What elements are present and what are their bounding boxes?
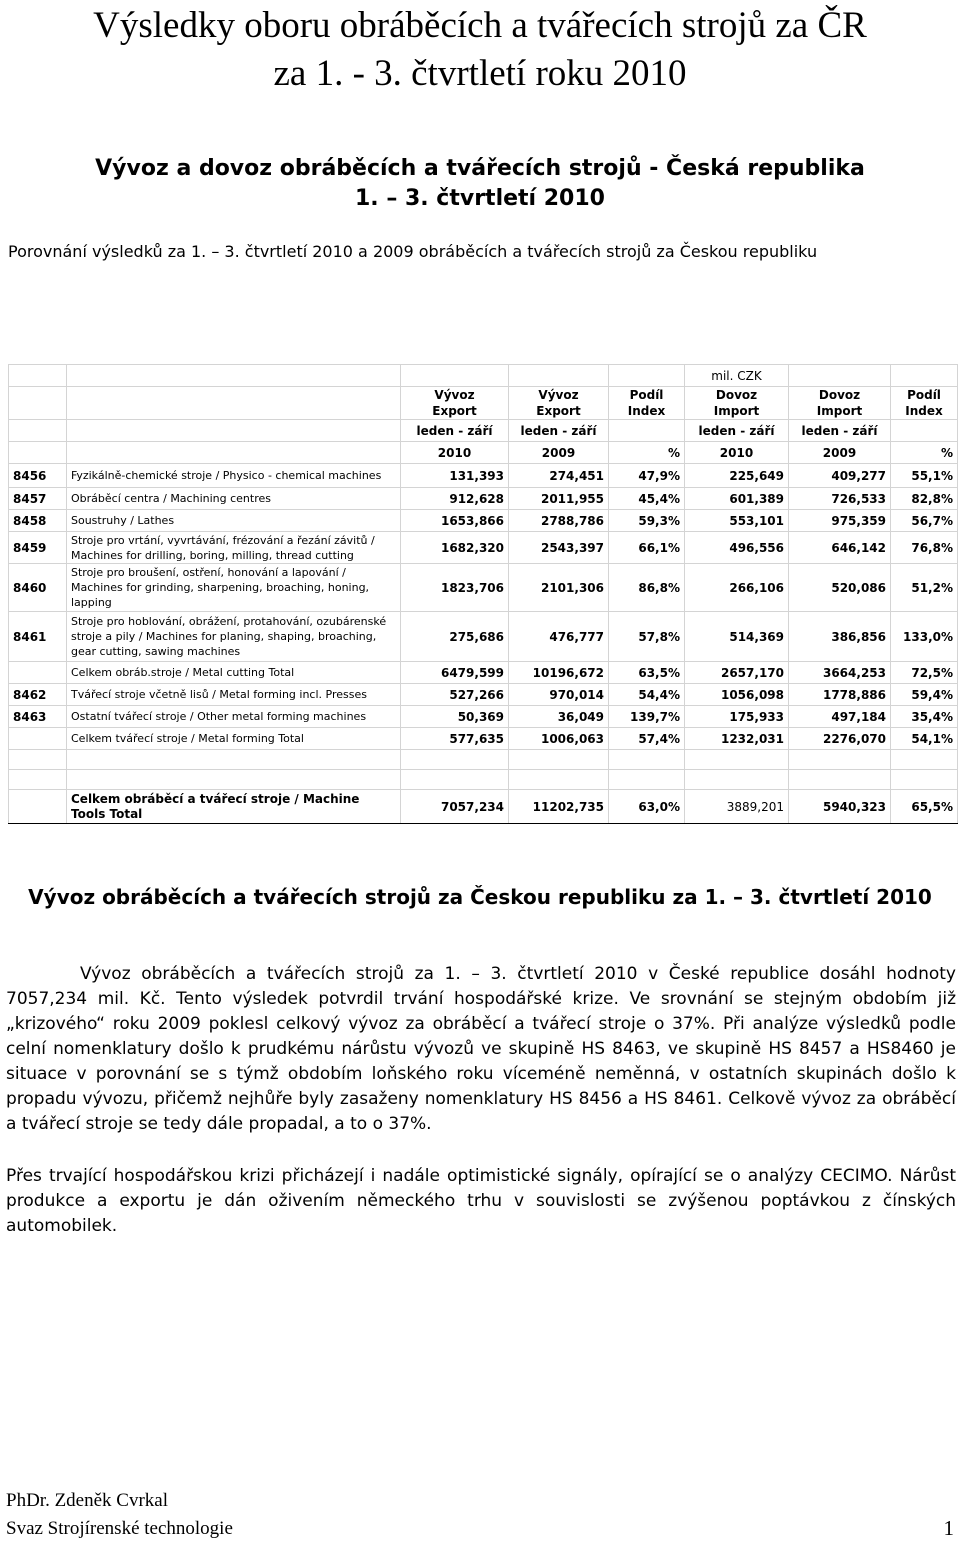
period-label [609,420,685,442]
year-label: % [891,442,958,464]
table-cell: 2011,955 [509,488,609,510]
table-row [9,612,958,662]
table-cell: 131,393 [401,464,509,488]
hs-code: 8456 [9,464,67,488]
hs-code: 8461 [9,612,67,662]
table-cell: 82,8% [891,488,958,510]
table-cell: 35,4% [891,706,958,728]
footer-author: PhDr. Zdeněk Cvrkal [6,1490,169,1511]
table-cell: 57,4% [609,728,685,750]
table-cell: 56,7% [891,510,958,532]
table-cell: 65,5% [891,790,958,824]
table-cell: 10196,672 [509,662,609,684]
header-year-row [9,442,958,464]
table-cell: 409,277 [789,464,891,488]
table-cell: 1682,320 [401,532,509,564]
col-header-import-2009: Dovoz Import [789,387,891,420]
row-description: Celkem obráb.stroje / Metal cutting Total [67,662,401,684]
table-row [9,532,958,564]
table-cell: 266,106 [685,564,789,612]
hs-code: 8457 [9,488,67,510]
row-description: Ostatní tvářecí stroje / Other metal forming machines [67,706,401,728]
table-cell: 601,389 [685,488,789,510]
table-cell: 274,451 [509,464,609,488]
period-label: leden - září [401,420,509,442]
table-row [9,728,958,750]
col-header-export-2010: Vývoz Export [401,387,509,420]
grand-total-label: Celkem obráběcí a tvářecí stroje / Machine Tools Total [67,790,401,824]
table-cell: 553,101 [685,510,789,532]
table-cell: 50,369 [401,706,509,728]
row-description: Stroje pro vrtání, vyvrtávání, frézování a řezání závitů / Machines for drilling, boring, milling, thread cutting [67,532,401,564]
table-cell: 975,359 [789,510,891,532]
document-title-line2: za 1. - 3. čtvrtletí roku 2010 [273,53,687,94]
table-cell: 59,4% [891,684,958,706]
table-cell: 36,049 [509,706,609,728]
section-heading: Vývoz obráběcích a tvářecích strojů za Českou republiku za 1. – 3. čtvrtletí 2010 [28,885,932,909]
row-description: Tvářecí stroje včetně lisů / Metal forming incl. Presses [67,684,401,706]
table-cell: 496,556 [685,532,789,564]
year-label: 2009 [789,442,891,464]
table-cell: 72,5% [891,662,958,684]
year-label: 2009 [509,442,609,464]
table-cell: 76,8% [891,532,958,564]
row-description: Obráběcí centra / Machining centres [67,488,401,510]
table-row [9,564,958,612]
hs-code: 8459 [9,532,67,564]
table-cell: 497,184 [789,706,891,728]
hs-code: 8458 [9,510,67,532]
table-row [9,662,958,684]
row-description: Stroje pro broušení, ostření, honování a lapování / Machines for grinding, sharpening, broaching, honing, lapping [67,564,401,612]
col-header-import-index: Podíl Index [891,387,958,420]
table-cell: 520,086 [789,564,891,612]
table-cell: 912,628 [401,488,509,510]
table-cell: 2543,397 [509,532,609,564]
footer-organization: Svaz Strojírenské technologie [6,1518,233,1539]
table-cell: 5940,323 [789,790,891,824]
table-cell: 2657,170 [685,662,789,684]
table-cell: 133,0% [891,612,958,662]
year-label: % [609,442,685,464]
table-cell: 2788,786 [509,510,609,532]
comparison-heading: Porovnání výsledků za 1. – 3. čtvrtletí 2010 a 2009 obráběcích a tvářecích strojů za Českou republiku [8,242,818,261]
table-cell: 225,649 [685,464,789,488]
year-label: 2010 [685,442,789,464]
row-description: Celkem tvářecí stroje / Metal forming Total [67,728,401,750]
footer-page-number: 1 [943,1516,954,1540]
subtitle-line1: Vývoz a dovoz obráběcích a tvářecích strojů - Česká republika [95,156,865,181]
hs-code: 8462 [9,684,67,706]
table-row [9,464,958,488]
table-row [9,488,958,510]
table-cell: 527,266 [401,684,509,706]
table-cell: 63,5% [609,662,685,684]
table-cell: 54,4% [609,684,685,706]
table-cell: 1778,886 [789,684,891,706]
table-cell: 139,7% [609,706,685,728]
row-description: Soustruhy / Lathes [67,510,401,532]
table-cell: 57,8% [609,612,685,662]
table-cell: 45,4% [609,488,685,510]
table-cell: 1823,706 [401,564,509,612]
hs-code [9,662,67,684]
table-cell: 3664,253 [789,662,891,684]
spacer-row [9,750,958,770]
table-cell: 51,2% [891,564,958,612]
row-description: Stroje pro hoblování, obrážení, protahování, ozubárenské stroje a pily / Machines for planing, shaping, broaching, gear cutting, sawing machines [67,612,401,662]
table-cell: 646,142 [789,532,891,564]
hs-code: 8460 [9,564,67,612]
subtitle-line2: 1. – 3. čtvrtletí 2010 [355,186,605,211]
col-header-export-2009: Vývoz Export [509,387,609,420]
table-row [9,684,958,706]
table-cell: 63,0% [609,790,685,824]
table-cell: 275,686 [401,612,509,662]
hs-code [9,728,67,750]
table-cell: 2276,070 [789,728,891,750]
trade-table [8,364,958,824]
period-label: leden - září [509,420,609,442]
table-cell: 1006,063 [509,728,609,750]
period-label: leden - září [789,420,891,442]
table-cell: 66,1% [609,532,685,564]
table-cell: 54,1% [891,728,958,750]
period-label [891,420,958,442]
table-cell: 47,9% [609,464,685,488]
table-cell: 577,635 [401,728,509,750]
table-cell: 59,3% [609,510,685,532]
table-cell: 6479,599 [401,662,509,684]
col-header-export-index: Podíl Index [609,387,685,420]
table-cell: 3889,201 [685,790,789,824]
table-cell: 970,014 [509,684,609,706]
header-unit-row [9,365,958,387]
col-header-import-2010: Dovoz Import [685,387,789,420]
table-cell: 386,856 [789,612,891,662]
table-cell: 514,369 [685,612,789,662]
paragraph-export-summary: Vývoz obráběcích a tvářecích strojů za 1. – 3. čtvrtletí 2010 v České republice dosáhl hodnoty 7057,234 mil. Kč. Tento výsledek potvrdil trvání hospodářské krize. Ve srovnání se stejným obdobím již „krizového“ roku 2009 poklesl celkový vývoz za obráběcí a tvářecí stroje o 37%. Při analýze výsledků podle celní nomenklatury došlo k prudkému nárůstu vývozů ve skupině HS 8463, ve skupině HS 8457 a HS8460 je situace v porovnání se s týmž obdobím loňského roku víceméně neměnná, v ostatních skupinách došlo k propadu vývozu, přičemž nejhůře byly zasaženy nomenklatury HS 8456 a HS 8461. Celkově vývoz za obráběcí a tvářecí stroje se tedy dále propadal, a to o 37%. [6,964,956,1134]
table-cell: 1056,098 [685,684,789,706]
table-cell: 2101,306 [509,564,609,612]
unit-label: mil. CZK [685,365,789,387]
row-description: Fyzikálně-chemické stroje / Physico - chemical machines [67,464,401,488]
table-cell: 86,8% [609,564,685,612]
table-cell: 726,533 [789,488,891,510]
paragraph-outlook: Přes trvající hospodářskou krizi přicházejí i nadále optimistické signály, opírající se o analýzy CECIMO. Nárůst produkce a exportu je dán oživením německého trhu v souvislosti se zvýšenou poptávkou z čínských automobilek. [6,1166,956,1236]
table-cell: 1653,866 [401,510,509,532]
table-row [9,706,958,728]
spacer-row [9,770,958,790]
header-period-row [9,420,958,442]
table-body [9,464,958,750]
table-cell: 175,933 [685,706,789,728]
header-labels-row [9,387,958,420]
table-row [9,510,958,532]
table-cell: 476,777 [509,612,609,662]
grand-total-row [9,790,958,824]
table-cell: 1232,031 [685,728,789,750]
period-label: leden - září [685,420,789,442]
hs-code: 8463 [9,706,67,728]
table-cell: 11202,735 [509,790,609,824]
document-title-line1: Výsledky oboru obráběcích a tvářecích strojů za ČR [93,5,867,46]
year-label: 2010 [401,442,509,464]
table-cell: 55,1% [891,464,958,488]
table-cell: 7057,234 [401,790,509,824]
